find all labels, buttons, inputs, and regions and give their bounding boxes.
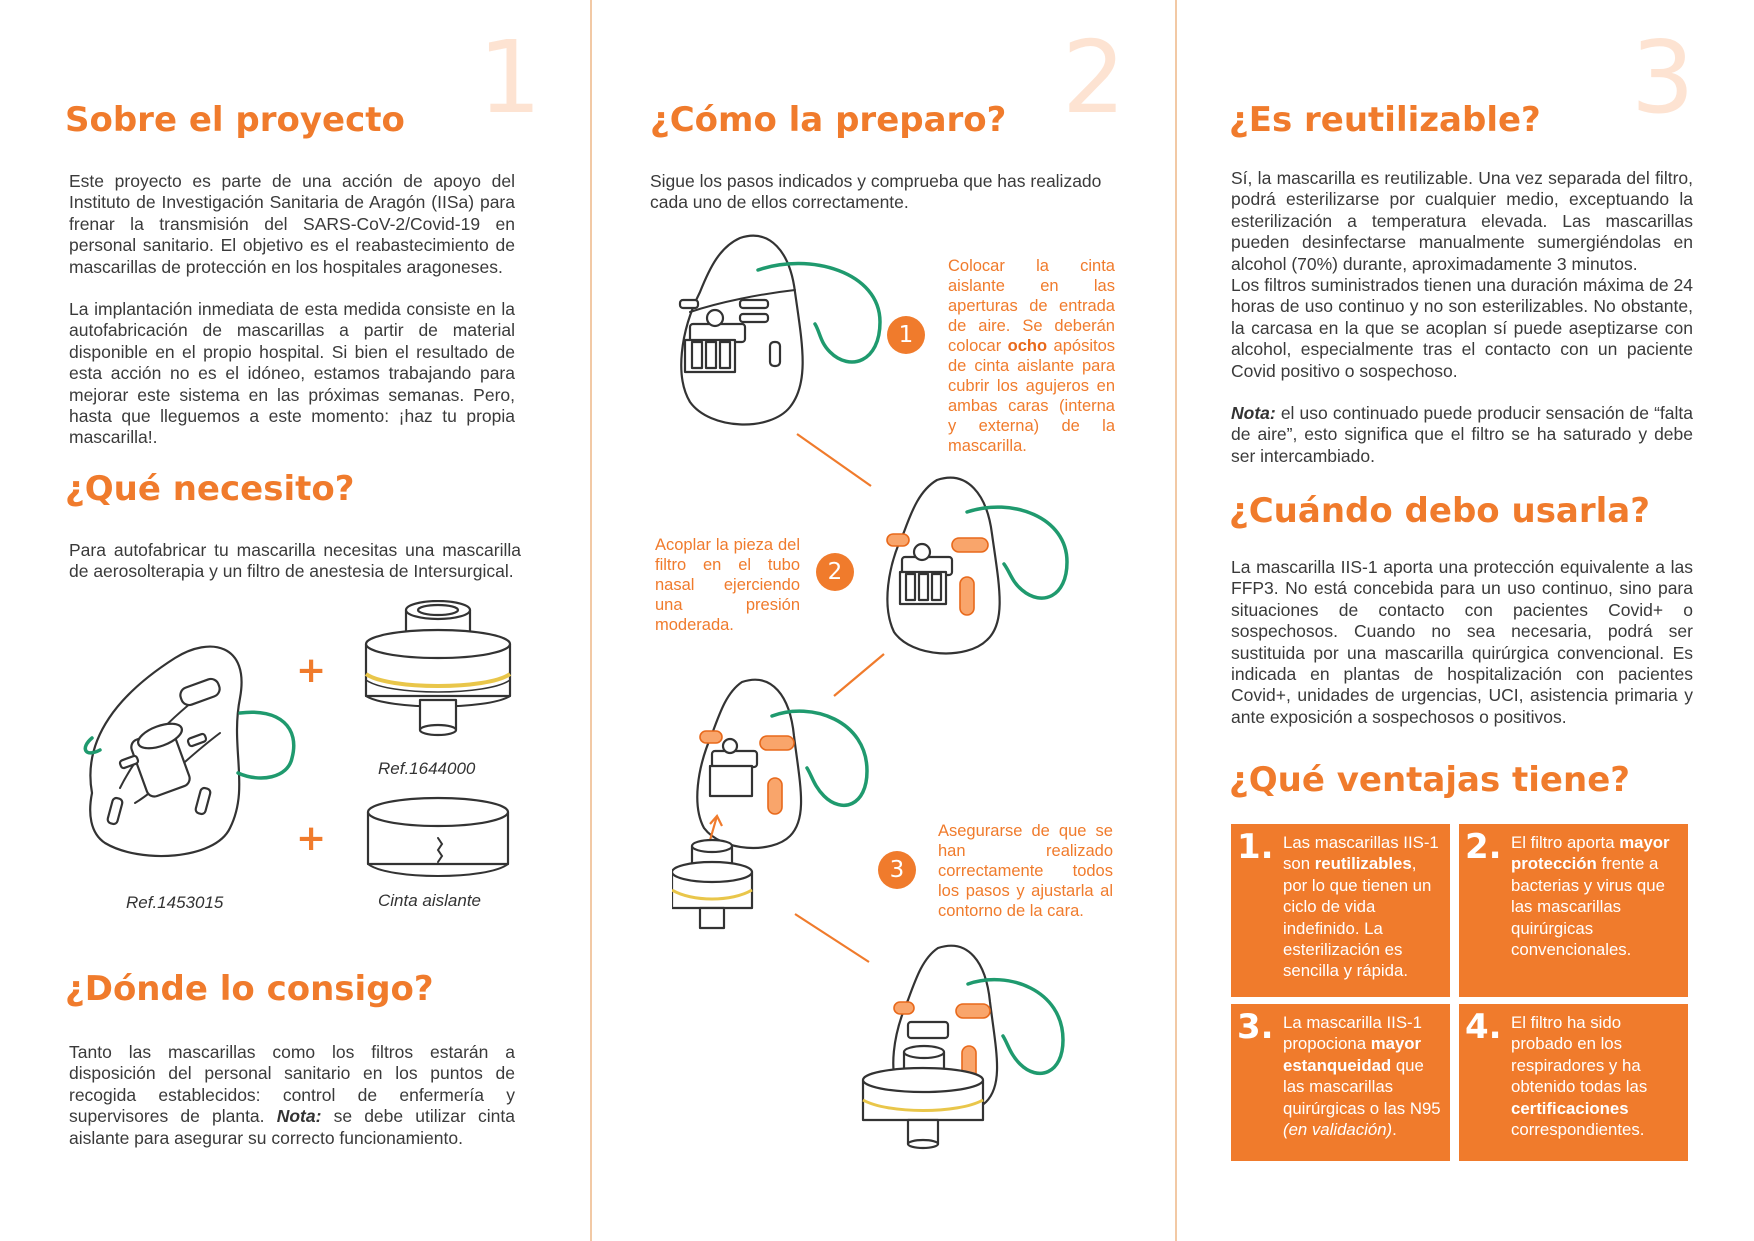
advantage-text: La mascarilla IIS-1 propociona mayor estanqueidad que las mascarillas quirúrgicas o las N95 (en validación). [1283,1013,1441,1140]
section-title-need: ¿Qué necesito? [65,469,355,509]
column-prepare [590,0,1175,1241]
plus-sign: + [296,650,327,691]
advantage-text: El filtro ha sido probado en los respiradores y ha obtenido todas las certificaciones correspondientes. [1511,1013,1648,1140]
column-reuse [1175,0,1754,1241]
tape-roll-illustration [358,790,518,885]
advantage-number: 1. [1237,827,1274,867]
step2-text: Acoplar la pieza del filtro en el tubo nasal ejerciendo una presión moderada. [655,536,800,634]
aerosol-mask-illustration [80,638,310,878]
advantage-text: Las mascarillas IIS-1 son reutilizables, por lo que tienen un ciclo de vida indefinido. La esterilización es sencilla y rápida. [1283,833,1439,981]
advantage-number: 3. [1237,1007,1274,1047]
advantage-box-4 [1459,1004,1688,1161]
step3-text: Asegurarse de que se han realizado correctamente todos los pasos y ajustarla al contorno de la cara. [938,822,1113,920]
step-number-3: 3 [878,851,916,889]
mask-ref-caption: Ref.1453015 [126,893,224,912]
advantage-box-1 [1231,824,1450,997]
plus-sign: + [296,818,327,859]
advantage-number: 4. [1465,1007,1502,1047]
page-number: 2 [1062,19,1126,136]
step-number-2: 2 [816,553,854,591]
about-paragraph-1: Este proyecto es parte de una acción de apoyo del Instituto de Investigación Sanitaria de Aragón (IISa) para frenar la transmisión del SARS-CoV-2/Covid-19 en personal sanitario. El objetivo es el reabastecimiento de mascarillas de protección en los hospitales aragoneses. [69,171,515,277]
advantage-box-3 [1231,1004,1450,1161]
advantage-number: 2. [1465,827,1502,867]
assembled-mask-illustration [858,942,1088,1157]
section-title-when: ¿Cuándo debo usarla? [1229,491,1650,531]
tape-caption: Cinta aislante [378,891,482,910]
reuse-note: Nota: el uso continuado puede producir sensación de “falta de aire”, esto significa que el filtro se ha saturado y debe ser intercambiado. [1231,403,1693,466]
step2-mask-illustration [882,472,1082,662]
section-title-reusable: ¿Es reutilizable? [1229,100,1541,140]
step3-mask-filter-illustration [672,676,902,946]
prepare-intro: Sigue los pasos indicados y comprueba que has realizado cada uno de ellos correctamente. [650,171,1102,213]
reuse-paragraph-2: Los filtros suministrados tienen una duración máxima de 24 horas de uso continuo y no son esterilizables. No obstante, la carcasa en la que se acoplan sí puede aseptizarse con alcohol, especialmente tras el contacto con un paciente Covid positivo o sospechoso. [1231,275,1693,381]
when-paragraph: La mascarilla IIS-1 aporta una protección equivalente a las FFP3. No está concebida para un uso continuo, sino para situaciones de contacto con pacientes Covid+ o sospechosos. Cuando no sea necesaria, podrá ser sustituida por una mascarilla quirúrgica convencional. Es indicada en plantas de hospitalización con pacientes Covid+, unidades de urgencias, UCI, asistencia primaria y ante exposición a sospechosos o positivos. [1231,557,1693,727]
filter-illustration [358,600,518,750]
page-number: 1 [478,19,542,136]
step1-mask-illustration [670,232,900,432]
step1-text: Colocar la cinta aislante en las aperturas de entrada de aire. Se deberán colocar ocho apósitos de cinta aislante para cubrir los agujeros en ambas caras (interna y externa) de la mascarilla. [948,257,1115,455]
section-title-advantages: ¿Qué ventajas tiene? [1229,760,1630,800]
advantage-text: El filtro aporta mayor protección frente a bacterias y virus que las mascarillas quirúrgicas convencionales. [1511,833,1670,960]
connector-line [795,432,875,492]
page-number: 3 [1631,19,1695,136]
reuse-paragraph-1: Sí, la mascarilla es reutilizable. Una vez separada del filtro, podrá esterilizarse por cualquier medio, exceptuando la esterilización a temperatura elevada. Las mascarillas pueden desinfectarse manualmente sumergiéndolas en alcohol (70%) durante, aproximadamente 3 minutos. [1231,168,1693,274]
where-paragraph: Tanto las mascarillas como los filtros estarán a disposición del personal sanitario en los puntos de recogida establecidos: control de enfermería y supervisores de planta. Nota: se debe utilizar cinta aislante para asegurar su correcto funcionamiento. [69,1042,515,1148]
need-paragraph: Para autofabricar tu mascarilla necesitas una mascarilla de aerosolterapia y un filtro de anestesia de Intersurgical. [69,540,521,582]
section-title-about: Sobre el proyecto [65,100,405,140]
advantage-box-2 [1459,824,1688,997]
filter-ref-caption: Ref.1644000 [378,759,476,778]
step-number-1: 1 [887,316,925,354]
about-paragraph-2: La implantación inmediata de esta medida consiste en la autofabricación de mascarillas a partir de material disponible en el propio hospital. Si bien el resultado de esta acción no es el idóneo, estamos trabajando para mejorar este sistema en las próximas semanas. Pero, hasta que lleguemos a este momento: ¡haz tu propia mascarilla!. [69,299,515,448]
column-about [0,0,590,1241]
section-title-where: ¿Dónde lo consigo? [65,969,434,1009]
section-title-prepare: ¿Cómo la preparo? [650,100,1007,140]
